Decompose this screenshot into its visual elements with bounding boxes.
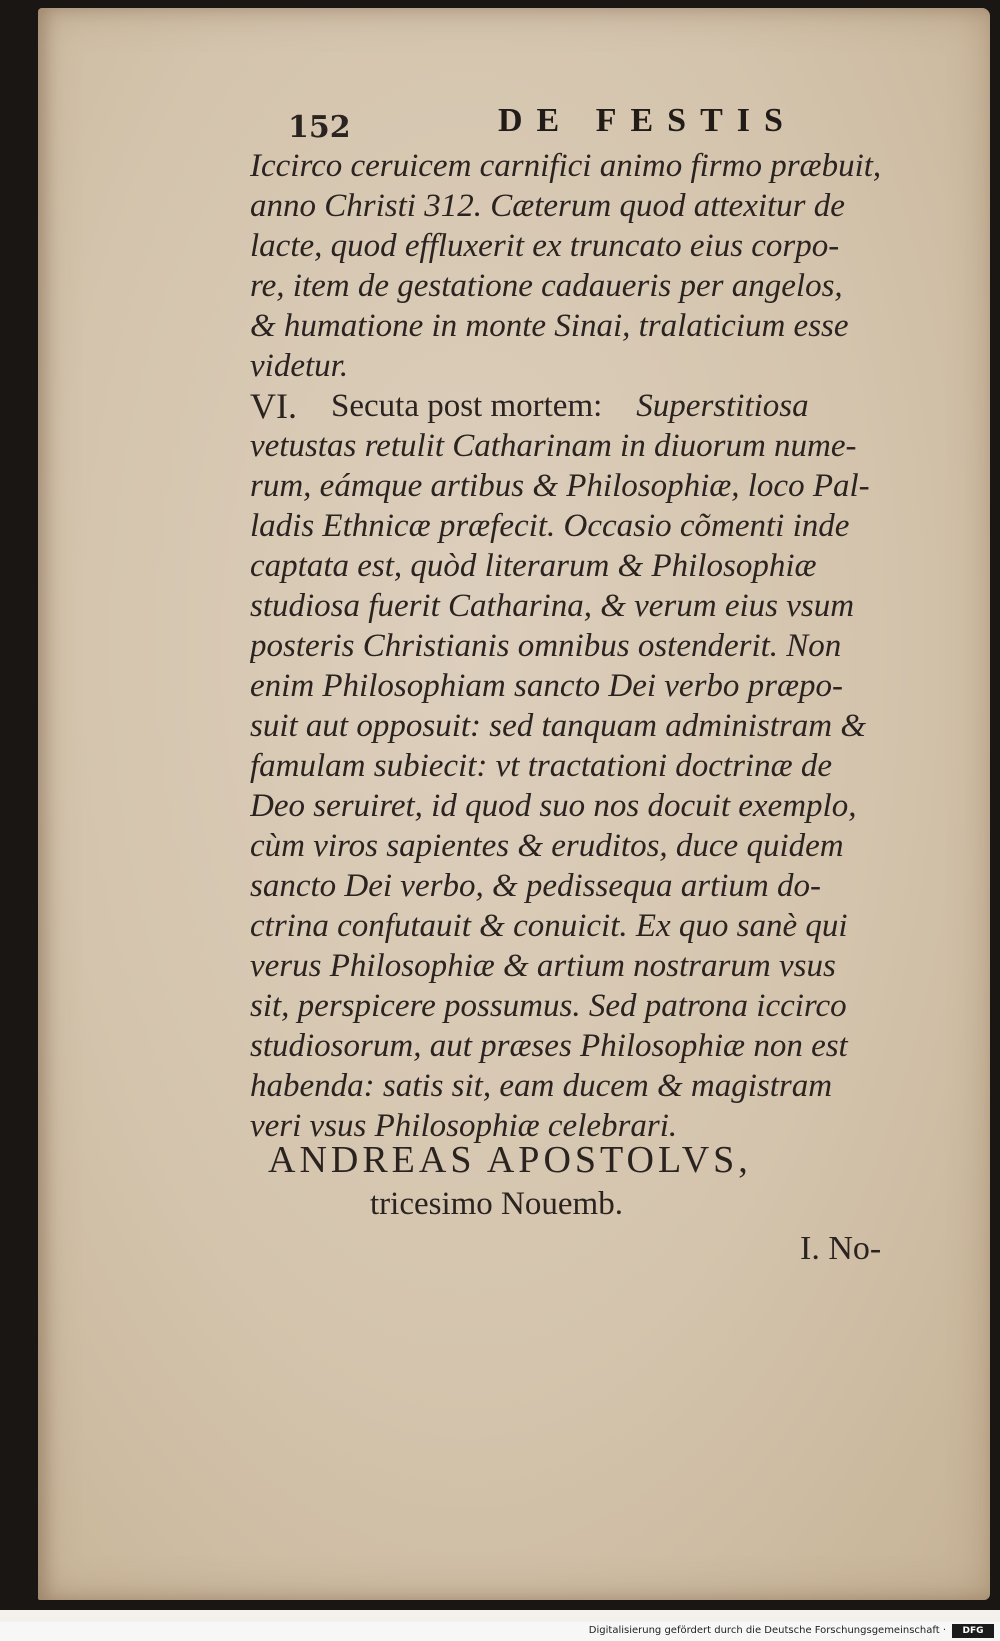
section-line: sit, perspicere possumus. Sed patrona iccirco [250,988,847,1024]
footer-credit: Digitalisierung gefördert durch die Deutsche Forschungsgemeinschaft · [588,1625,946,1636]
section-line: captata est, quòd literarum & Philosophiæ [250,548,817,584]
body-line: re, item de gestatione cadaueris per angelos, [250,268,843,304]
page-header [288,102,808,152]
catchword: I. No- [800,1230,882,1267]
body-line: Iccirco ceruicem carnifici animo firmo præbuit, [250,148,882,184]
section-lead-rest: Superstitiosa [636,388,809,424]
page-number: 152 [288,110,351,145]
dfg-logo: DFG [952,1624,994,1638]
section-line: habenda: satis sit, eam ducem & magistram [250,1068,833,1104]
section-line: cùm viros sapientes & eruditos, duce quidem [250,828,844,864]
running-head: DE FESTIS [498,102,797,139]
section-line: studiosa fuerit Catharina, & verum eius vsum [250,588,855,624]
section-number: VI. [250,386,297,426]
next-section-title: ANDREAS APOSTOLVS, [268,1139,752,1181]
body-line: & humatione in monte Sinai, tralaticium esse [250,308,849,344]
section-line: posteris Christianis omnibus ostenderit. Non [250,628,842,664]
section-line: studiosorum, aut præses Philosophiæ non est [250,1028,848,1064]
next-section-subtitle: tricesimo Nouemb. [370,1186,623,1222]
section-lead: Secuta post mortem: [331,388,603,424]
section-line: enim Philosophiam sancto Dei verbo præpo- [250,668,844,704]
section-line: verus Philosophiæ & artium nostrarum vsus [250,948,836,984]
section-line: famulam subiecit: vt tractationi doctrinæ de [250,748,833,784]
section-line: Deo seruiret, id quod suo nos docuit exemplo, [250,788,857,824]
footer-bar [0,1622,1000,1641]
section-heading-line [250,386,940,426]
body-line: lacte, quod effluxerit ex truncato eius corpo- [250,228,840,264]
section-line: vetustas retulit Catharinam in diuorum nume- [250,428,857,464]
section-line: suit aut opposuit: sed tanquam administram & [250,708,867,744]
body-line: anno Christi 312. Cæterum quod attexitur de [250,188,845,224]
text-block [250,146,940,1146]
section-line: ladis Ethnicæ præfecit. Occasio cõmenti inde [250,508,850,544]
body-line: videtur. [250,348,349,384]
section-line: sancto Dei verbo, & pedissequa artium do- [250,868,822,904]
section-line: ctrina confutauit & conuicit. Ex quo sanè qui [250,908,848,944]
section-line: rum, eámque artibus & Philosophiæ, loco Pal- [250,468,870,504]
section-line: veri vsus Philosophiæ celebrari. [250,1108,678,1144]
